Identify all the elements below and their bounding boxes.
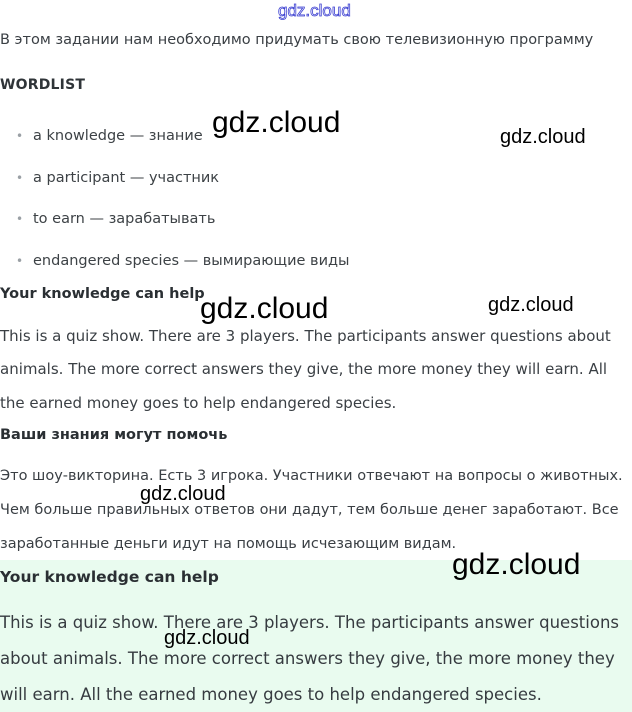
bullet-icon: • xyxy=(16,171,24,185)
wordlist-item xyxy=(16,211,215,227)
watermark: gdz.cloud xyxy=(200,292,329,325)
highlight-line: about animals. The more correct answers they give, the more money they xyxy=(0,649,615,668)
wordlist-item-text: a knowledge — знание xyxy=(33,128,203,144)
highlight-heading: Your knowledge can help xyxy=(0,568,219,586)
watermark: gdz.cloud xyxy=(488,294,574,316)
english-line: This is a quiz show. There are 3 players. The participants answer questions about xyxy=(0,327,611,345)
wordlist-item xyxy=(16,128,203,144)
wordlist-title: WORDLIST xyxy=(0,77,86,93)
watermark: gdz.cloud xyxy=(140,483,226,505)
wordlist-item-text: endangered species — вымирающие виды xyxy=(33,253,350,269)
highlight-line: will earn. All the earned money goes to help endangered species. xyxy=(0,685,542,704)
russian-line: Это шоу-викторина. Есть 3 игрока. Участники отвечают на вопросы о животных. xyxy=(0,468,623,484)
wordlist-item xyxy=(16,253,349,269)
bullet-icon: • xyxy=(16,254,24,268)
wordlist-item xyxy=(16,170,219,186)
watermark: gdz.cloud xyxy=(212,106,341,139)
intro-text: В этом задании нам необходимо придумать свою телевизионную программу xyxy=(0,32,594,48)
bullet-icon: • xyxy=(16,129,24,143)
russian-line: заработанные деньги идут на помощь исчезающим видам. xyxy=(0,536,457,552)
highlight-line: This is a quiz show. There are 3 players. The participants answer questions xyxy=(0,613,619,632)
russian-line: Чем больше правильных ответов они дадут, тем больше денег заработают. Все xyxy=(0,502,619,518)
watermark-top: gdz.cloud xyxy=(278,1,351,20)
watermark: gdz.cloud xyxy=(500,126,586,148)
watermark: gdz.cloud xyxy=(164,627,250,649)
english-heading: Your knowledge can help xyxy=(0,286,205,302)
wordlist-item-text: to earn — зарабатывать xyxy=(33,211,216,227)
wordlist-item-text: a participant — участник xyxy=(33,170,220,186)
english-line: animals. The more correct answers they give, the more money they will earn. All xyxy=(0,360,608,378)
russian-heading: Ваши знания могут помочь xyxy=(0,427,228,443)
english-line: the earned money goes to help endangered species. xyxy=(0,394,397,412)
bullet-icon: • xyxy=(16,212,24,226)
watermark: gdz.cloud xyxy=(452,548,581,581)
